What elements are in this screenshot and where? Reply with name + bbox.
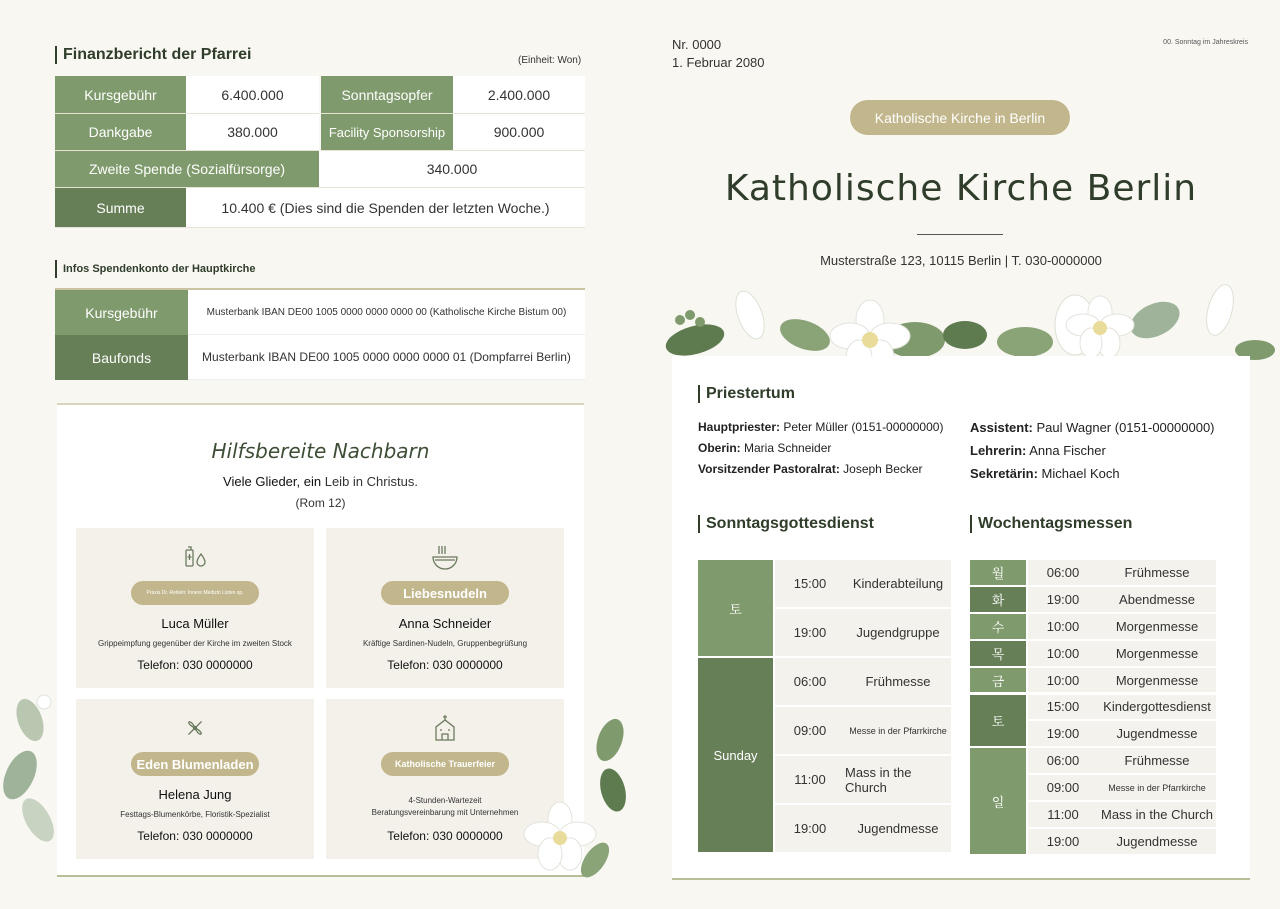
card-tag: Katholische Trauerfeier: [381, 752, 509, 776]
mass-name: Mass in the Church: [1098, 802, 1216, 827]
priest-name: Maria Schneider: [740, 441, 832, 455]
title-divider: [917, 234, 1003, 235]
mass-time: 11:00: [1028, 802, 1098, 827]
priest-role: Assistent:: [970, 420, 1033, 435]
mass-name: Jugendgruppe: [845, 609, 951, 656]
second-donation-label: Zweite Spende (Sozialfürsorge): [55, 151, 319, 188]
account-label: Baufonds: [55, 335, 188, 380]
finance-table: [55, 76, 585, 228]
sum-label: Summe: [55, 188, 186, 228]
card-name: Helena Jung: [158, 787, 232, 802]
card-description: Beratungsvereinbarung mit Unternehmen: [371, 808, 519, 817]
priest-name: Peter Müller (0151-00000000): [780, 420, 944, 434]
mass-time: 06:00: [1028, 748, 1098, 773]
neighbours-title: Hilfsbereite Nachbarn: [211, 439, 430, 463]
priests-left: [698, 417, 943, 480]
mass-time: 10:00: [1028, 668, 1098, 693]
church-badge: Katholische Kirche in Berlin: [850, 100, 1070, 135]
mass-day: 일: [970, 748, 1026, 854]
church-title: Katholische Kirche Berlin: [724, 168, 1198, 209]
priest-entry: [698, 438, 943, 459]
medicine-icon: [180, 542, 210, 572]
finance-label: Dankgabe: [55, 114, 186, 151]
account-table: [55, 288, 585, 380]
mass-day: 화: [970, 587, 1026, 612]
mass-time: 15:00: [1028, 695, 1098, 720]
mass-name: Messe in der Pfarrkirche: [1098, 775, 1216, 800]
sum-value: 10.400 € (Dies sind die Spenden der letzten Woche.): [186, 188, 585, 228]
card-name: Anna Schneider: [398, 616, 492, 631]
mass-name: Kindergottesdienst: [1098, 695, 1216, 720]
mass-day: Sunday: [698, 658, 773, 852]
card-phone: Telefon: 030 0000000: [387, 829, 503, 843]
card-tag: Liebesnudeln: [381, 581, 509, 605]
neighbour-card: [76, 528, 314, 688]
bible-verse: [57, 474, 584, 489]
finance-value: 2.400.000: [453, 76, 585, 114]
mass-time: 15:00: [775, 560, 845, 607]
priest-entry: [970, 462, 1215, 485]
card-phone: Telefon: 030 0000000: [137, 829, 253, 843]
finance-value: 6.400.000: [186, 76, 319, 114]
church-address: Musterstraße 123, 10115 Berlin | T. 030-0000000: [820, 253, 1102, 268]
card-description: Kräftige Sardinen-Nudeln, Gruppenbegrüßung: [362, 639, 528, 648]
finance-title: Finanzbericht der Pfarrei: [55, 46, 252, 64]
account-label: Kursgebühr: [55, 290, 188, 335]
mass-name: Morgenmesse: [1098, 614, 1216, 639]
priest-name: Michael Koch: [1037, 466, 1120, 481]
mass-time: 11:00: [775, 756, 845, 803]
mass-day: 수: [970, 614, 1026, 639]
church-icon: [430, 713, 460, 743]
noodle-bowl-icon: [430, 542, 460, 572]
mass-time: 06:00: [1028, 560, 1098, 585]
verse-part-a: Viele Glieder, ein: [223, 474, 325, 489]
priests-title: Priestertum: [698, 385, 795, 403]
mass-name: Jugendmesse: [1098, 721, 1216, 746]
mass-name: Abendmesse: [1098, 587, 1216, 612]
priest-entry: [698, 417, 943, 438]
mass-time: 19:00: [1028, 829, 1098, 854]
priest-role: Hauptpriester:: [698, 420, 781, 434]
account-value: Musterbank IBAN DE00 1005 0000 0000 0000 00 (Katholische Kirche Bistum 00): [188, 290, 585, 335]
sunday-mass-title: Sonntagsgottesdienst: [698, 515, 874, 533]
priest-name: Joseph Becker: [839, 462, 923, 476]
unit-label: (Einheit: Won): [518, 55, 582, 66]
finance-label: Kursgebühr: [55, 76, 186, 114]
card-tag: Praxis Dr. Reiteln: Innere Medizin Listen sp.: [131, 581, 259, 605]
finance-value: 380.000: [186, 114, 319, 151]
priest-name: Paul Wagner (0151-00000000): [1032, 420, 1215, 435]
priest-role: Sekretärin:: [970, 466, 1038, 481]
priest-entry: [970, 416, 1215, 439]
flower-decoration-icon: [515, 710, 635, 890]
neighbours-section: [57, 403, 584, 877]
card-phone: Telefon: 030 0000000: [137, 658, 253, 672]
priest-entry: [698, 459, 943, 480]
mass-time: 19:00: [1028, 587, 1098, 612]
mass-day: 목: [970, 641, 1026, 666]
mass-time: 09:00: [1028, 775, 1098, 800]
neighbour-card: [326, 528, 564, 688]
mass-name: Messe in der Pfarrkirche: [845, 707, 951, 754]
finance-value: 900.000: [453, 114, 585, 151]
second-donation-value: 340.000: [319, 151, 585, 188]
mass-name: Morgenmesse: [1098, 641, 1216, 666]
priest-name: Anna Fischer: [1026, 443, 1106, 458]
flower-icon: [180, 713, 210, 743]
mass-name: Frühmesse: [1098, 560, 1216, 585]
mass-name: Frühmesse: [1098, 748, 1216, 773]
mass-day: 금: [970, 668, 1026, 693]
mass-name: Mass in the Church: [845, 756, 951, 803]
issue-number: Nr. 0000: [672, 37, 722, 52]
verse-reference: (Rom 12): [295, 496, 346, 510]
mass-time: 19:00: [775, 609, 845, 656]
card-name: Luca Müller: [161, 616, 229, 631]
finance-label: Facility Sponsorship: [321, 114, 453, 151]
mass-time: 06:00: [775, 658, 845, 705]
mass-day: 토: [698, 560, 773, 656]
card-description: Festtags-Blumenkörbe, Floristik-Spezialist: [120, 810, 270, 819]
weekday-mass-title: Wochentagsmessen: [970, 515, 1132, 533]
priest-role: Vorsitzender Pastoralrat:: [698, 462, 840, 476]
card-phone: Telefon: 030 0000000: [387, 658, 503, 672]
account-value: Musterbank IBAN DE00 1005 0000 0000 0000 01 (Dompfarrei Berlin): [188, 335, 585, 380]
mass-name: Morgenmesse: [1098, 668, 1216, 693]
mass-name: Kinderabteilung: [845, 560, 951, 607]
liturgical-sunday: 00. Sonntag im Jahreskreis: [1163, 39, 1248, 46]
card-description: Grippeimpfung gegenüber der Kirche im zweiten Stock: [98, 639, 292, 648]
account-title: Infos Spendenkonto der Hauptkirche: [55, 260, 256, 278]
mass-name: Jugendmesse: [845, 805, 951, 852]
finance-label: Sonntagsopfer: [321, 76, 453, 114]
priest-entry: [970, 439, 1215, 462]
priest-role: Oberin:: [698, 441, 741, 455]
mass-time: 19:00: [1028, 721, 1098, 746]
mass-name: Jugendmesse: [1098, 829, 1216, 854]
neighbour-card: [76, 699, 314, 859]
mass-name: Frühmesse: [845, 658, 951, 705]
priest-role: Lehrerin:: [970, 443, 1027, 458]
verse-part-b: Leib in Christus.: [324, 474, 418, 489]
card-tag: Eden Blumenladen: [131, 752, 259, 776]
mass-time: 10:00: [1028, 641, 1098, 666]
mass-time: 09:00: [775, 707, 845, 754]
card-description: 4-Stunden-Wartezeit: [408, 796, 482, 805]
priests-right: [970, 416, 1215, 485]
mass-time: 10:00: [1028, 614, 1098, 639]
mass-day: 토: [970, 695, 1026, 747]
schedule-panel: [672, 356, 1250, 880]
issue-date: 1. Februar 2080: [672, 55, 765, 70]
mass-day: 월: [970, 560, 1026, 585]
mass-time: 19:00: [775, 805, 845, 852]
leaf-decoration-icon: [0, 680, 60, 880]
